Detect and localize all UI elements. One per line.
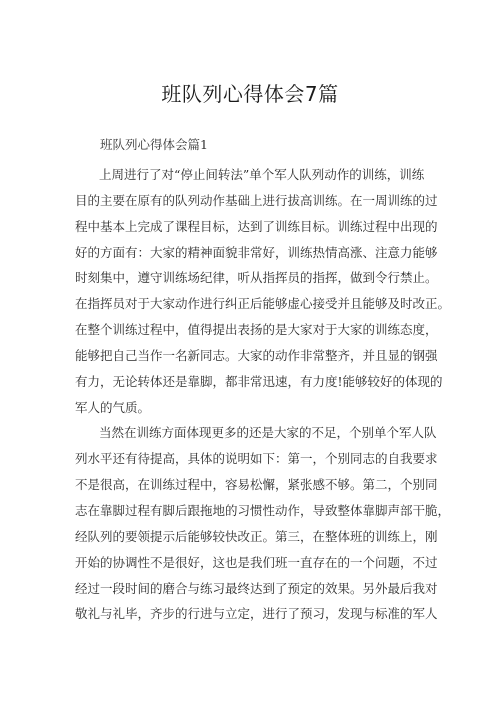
- paragraph-1-line: 在指挥员对于大家动作进行纠正后能够虚心接受并且能够及时改正。: [75, 296, 451, 312]
- paragraph-1-line: 有力，无论转体还是靠脚，都非常迅速，有力度!能够较好的体现的: [75, 373, 443, 389]
- document-title: 班队列心得体会7篇: [161, 82, 339, 106]
- paragraph-1-line: 程中基本上完成了课程目标，达到了训练目标。训练过程中出现的: [75, 218, 438, 234]
- document-body: [75, 162, 451, 627]
- paragraph-1-line: 好的方面有：大家的精神面貌非常好，训练热情高涨、注意力能够: [75, 244, 438, 260]
- paragraph-2-line: 当然在训练方面体现更多的还是大家的不足，个别单个军人队: [99, 425, 437, 441]
- paragraph-1-line: 时刻集中，遵守训练场纪律，听从指挥员的指挥，做到令行禁止。: [75, 270, 438, 286]
- paragraph-2-line: 经队列的要领提示后能够较快改正。第三，在整体班的训练上，刚: [75, 528, 438, 544]
- paragraph-1-line: 在整个训练过程中，值得提出表扬的是大家对于大家的训练态度，: [75, 322, 438, 338]
- paragraph-1-line: 军人的气质。: [75, 399, 151, 415]
- section-heading: 班队列心得体会篇1: [100, 137, 208, 152]
- paragraph-1-line: 能够把自己当作一名新同志。大家的动作非常整齐，并且显的钢强: [75, 347, 438, 363]
- paragraph-2-line: 列水平还有待提高，具体的说明如下：第一，个别同志的自我要求: [75, 451, 438, 467]
- paragraph-1-line: 上周进行了对“停止间转法”单个军人队列动作的训练，训练: [99, 167, 425, 182]
- paragraph-2-line: 志在靠脚过程有脚后跟拖地的习惯性动作，导致整体靠脚声部干脆，: [75, 502, 451, 518]
- paragraph-1-line: 目的主要在原有的队列动作基础上进行拔高训练。在一周训练的过: [75, 192, 438, 208]
- paragraph-2-line: 经过一段时间的磨合与练习最终达到了预定的效果。另外最后我对: [75, 580, 438, 596]
- paragraph-2-line: 敬礼与礼毕，齐步的行进与立定，进行了预习，发现与标准的军人: [75, 606, 438, 622]
- paragraph-2-line: 不是很高，在训练过程中，容易松懈，紧张感不够。第二，个别同: [75, 477, 438, 493]
- paragraph-2-line: 开始的协调性不是很好，这也是我们班一直存在的一个问题，不过: [75, 554, 438, 570]
